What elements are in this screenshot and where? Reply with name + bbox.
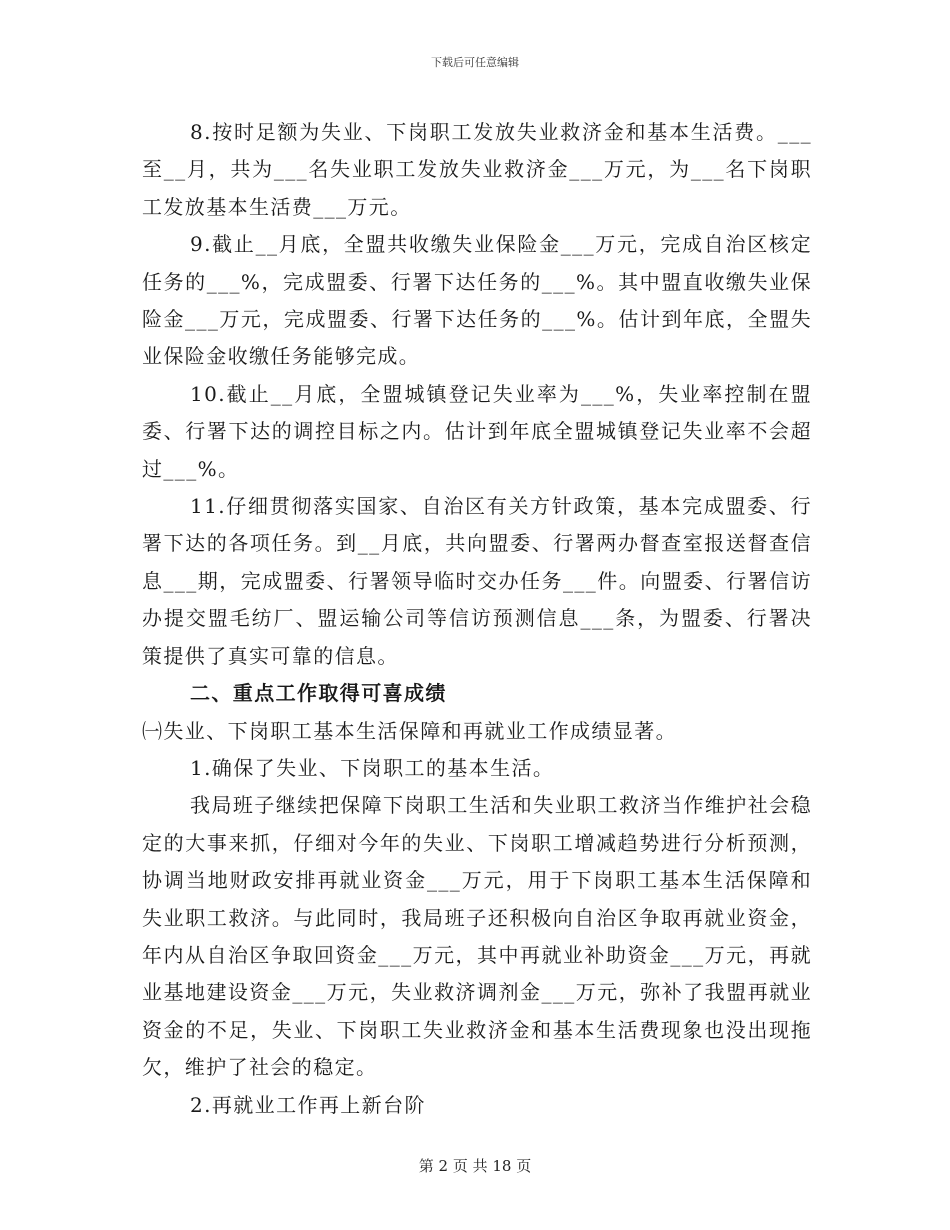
paragraph-item-10: 10.截止__月底，全盟城镇登记失业率为___%，失业率控制在盟委、行署下达的调控目标之内。估计到年底全盟城镇登记失业率不会超过___%。 <box>142 381 812 481</box>
subheading: ㈠失业、下岗职工基本生活保障和再就业工作成绩显著。 <box>142 718 677 743</box>
paragraph-item-9: 9.截止__月底，全盟共收缴失业保险金___万元，完成自治区核定任务的___%，完成盟委、行署下达任务的___%。其中盟直收缴失业保险金___万元，完成盟委、行署下达任务的___%。估计到年底，全盟失业保险金收缴任务能够完成。 <box>142 232 812 369</box>
document-body <box>142 114 812 1124</box>
page-footer: 第 2 页 共 18 页 <box>418 1157 532 1175</box>
item-1-title: 1.确保了失业、下岗职工的基本生活。 <box>190 755 555 780</box>
paragraph-item-8: 8.按时足额为失业、下岗职工发放失业救济金和基本生活费。___至__月，共为___名失业职工发放失业救济金___万元，为___名下岗职工发放基本生活费___万元。 <box>142 120 812 219</box>
item-2-title: 2.再就业工作再上新台阶 <box>190 1092 426 1117</box>
item-1-body: 我局班子继续把保障下岗职工生活和失业职工救济当作维护社会稳定的大事来抓，仔细对今年的失业、下岗职工增减趋势进行分析预测，协调当地财政安排再就业资金___万元，用于下岗职工基本生活保障和失业职工救济。与此同时，我局班子还积极向自治区争取再就业资金，年内从自治区争取回资金___万元，其中再就业补助资金___万元，再就业基地建设资金___万元，失业救济调剂金___万元，弥补了我盟再就业资金的不足，失业、下岗职工失业救济金和基本生活费现象也没出现拖欠，维护了社会的稳定。 <box>142 793 812 1080</box>
paragraph-item-11: 11.仔细贯彻落实国家、自治区有关方针政策，基本完成盟委、行署下达的各项任务。到__月底，共向盟委、行署两办督查室报送督查信息___期，完成盟委、行署领导临时交办任务___件。向盟委、行署信访办提交盟毛纺厂、盟运输公司等信访预测信息___条，为盟委、行署决策提供了真实可靠的信息。 <box>142 494 812 668</box>
section-heading: 二、重点工作取得可喜成绩 <box>190 681 447 706</box>
page-header: 下载后可任意编辑 <box>431 56 519 69</box>
